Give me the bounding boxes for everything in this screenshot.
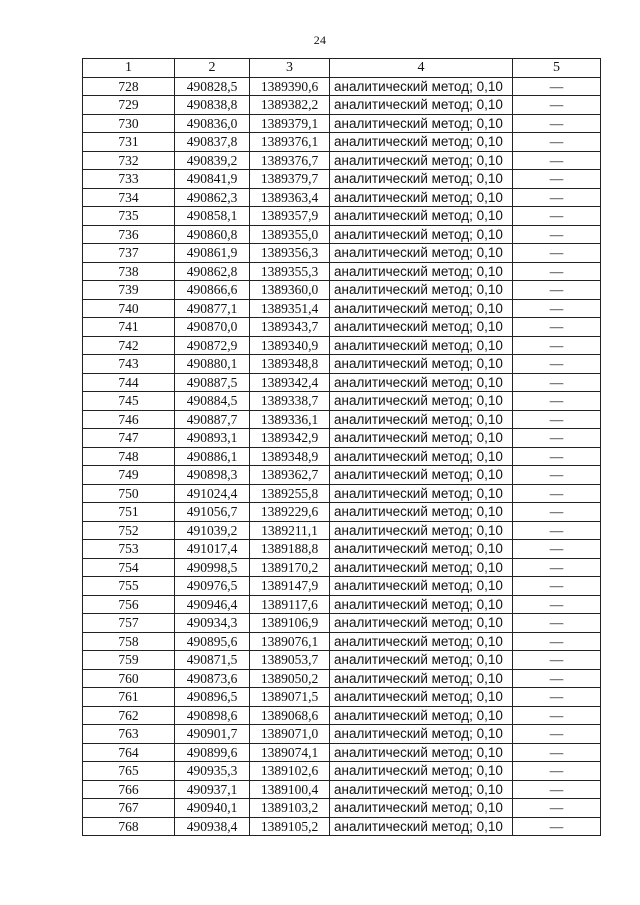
point-number-cell: 766: [83, 780, 175, 799]
method-cell: аналитический метод; 0,10: [330, 299, 513, 318]
method-cell: аналитический метод; 0,10: [330, 77, 513, 96]
method-cell: аналитический метод; 0,10: [330, 466, 513, 485]
y-coordinate-cell: 1389103,2: [250, 799, 330, 818]
y-coordinate-cell: 1389076,1: [250, 632, 330, 651]
note-cell: —: [513, 281, 601, 300]
table-header-row: [83, 59, 601, 78]
y-coordinate-cell: 1389376,7: [250, 151, 330, 170]
x-coordinate-cell: 490862,3: [175, 188, 250, 207]
method-cell: аналитический метод; 0,10: [330, 410, 513, 429]
method-cell: аналитический метод; 0,10: [330, 706, 513, 725]
x-coordinate-cell: 490937,1: [175, 780, 250, 799]
method-cell: аналитический метод; 0,10: [330, 540, 513, 559]
table-row: [83, 558, 601, 577]
y-coordinate-cell: 1389050,2: [250, 669, 330, 688]
y-coordinate-cell: 1389229,6: [250, 503, 330, 522]
table-row: [83, 780, 601, 799]
y-coordinate-cell: 1389068,6: [250, 706, 330, 725]
point-number-cell: 752: [83, 521, 175, 540]
table-body: [83, 59, 601, 836]
method-cell: аналитический метод; 0,10: [330, 688, 513, 707]
x-coordinate-cell: 490940,1: [175, 799, 250, 818]
x-coordinate-cell: 490893,1: [175, 429, 250, 448]
y-coordinate-cell: 1389343,7: [250, 318, 330, 337]
point-number-cell: 728: [83, 77, 175, 96]
y-coordinate-cell: 1389348,9: [250, 447, 330, 466]
x-coordinate-cell: 490935,3: [175, 762, 250, 781]
x-coordinate-cell: 490896,5: [175, 688, 250, 707]
note-cell: —: [513, 262, 601, 281]
note-cell: —: [513, 207, 601, 226]
method-cell: аналитический метод; 0,10: [330, 447, 513, 466]
method-cell: аналитический метод; 0,10: [330, 170, 513, 189]
x-coordinate-cell: 490934,3: [175, 614, 250, 633]
table-row: [83, 614, 601, 633]
table-row: [83, 429, 601, 448]
point-number-cell: 736: [83, 225, 175, 244]
x-coordinate-cell: 490838,8: [175, 96, 250, 115]
point-number-cell: 733: [83, 170, 175, 189]
note-cell: —: [513, 762, 601, 781]
header-cell: 3: [250, 59, 330, 78]
note-cell: —: [513, 429, 601, 448]
table-row: [83, 706, 601, 725]
method-cell: аналитический метод; 0,10: [330, 503, 513, 522]
note-cell: —: [513, 188, 601, 207]
x-coordinate-cell: 490880,1: [175, 355, 250, 374]
y-coordinate-cell: 1389355,0: [250, 225, 330, 244]
point-number-cell: 745: [83, 392, 175, 411]
table-row: [83, 595, 601, 614]
y-coordinate-cell: 1389102,6: [250, 762, 330, 781]
note-cell: —: [513, 355, 601, 374]
x-coordinate-cell: 490839,2: [175, 151, 250, 170]
method-cell: аналитический метод; 0,10: [330, 355, 513, 374]
x-coordinate-cell: 490836,0: [175, 114, 250, 133]
x-coordinate-cell: 490860,8: [175, 225, 250, 244]
table-row: [83, 281, 601, 300]
x-coordinate-cell: 490858,1: [175, 207, 250, 226]
method-cell: аналитический метод; 0,10: [330, 780, 513, 799]
point-number-cell: 734: [83, 188, 175, 207]
method-cell: аналитический метод; 0,10: [330, 392, 513, 411]
x-coordinate-cell: 490976,5: [175, 577, 250, 596]
x-coordinate-cell: 490938,4: [175, 817, 250, 836]
method-cell: аналитический метод; 0,10: [330, 743, 513, 762]
note-cell: —: [513, 410, 601, 429]
x-coordinate-cell: 490873,6: [175, 669, 250, 688]
method-cell: аналитический метод; 0,10: [330, 725, 513, 744]
method-cell: аналитический метод; 0,10: [330, 595, 513, 614]
point-number-cell: 764: [83, 743, 175, 762]
point-number-cell: 746: [83, 410, 175, 429]
y-coordinate-cell: 1389376,1: [250, 133, 330, 152]
point-number-cell: 744: [83, 373, 175, 392]
x-coordinate-cell: 491039,2: [175, 521, 250, 540]
y-coordinate-cell: 1389117,6: [250, 595, 330, 614]
method-cell: аналитический метод; 0,10: [330, 614, 513, 633]
note-cell: —: [513, 799, 601, 818]
x-coordinate-cell: 491024,4: [175, 484, 250, 503]
table-row: [83, 817, 601, 836]
table-row: [83, 725, 601, 744]
table-row: [83, 188, 601, 207]
table-row: [83, 96, 601, 115]
coordinates-table: [82, 58, 601, 836]
method-cell: аналитический метод; 0,10: [330, 244, 513, 263]
header-cell: 4: [330, 59, 513, 78]
point-number-cell: 760: [83, 669, 175, 688]
page-number: 24: [313, 33, 327, 47]
note-cell: —: [513, 817, 601, 836]
x-coordinate-cell: 490887,7: [175, 410, 250, 429]
x-coordinate-cell: 490895,6: [175, 632, 250, 651]
y-coordinate-cell: 1389357,9: [250, 207, 330, 226]
table-row: [83, 447, 601, 466]
point-number-cell: 749: [83, 466, 175, 485]
point-number-cell: 735: [83, 207, 175, 226]
note-cell: —: [513, 299, 601, 318]
table-row: [83, 521, 601, 540]
point-number-cell: 750: [83, 484, 175, 503]
note-cell: —: [513, 725, 601, 744]
table-row: [83, 410, 601, 429]
table-row: [83, 151, 601, 170]
method-cell: аналитический метод; 0,10: [330, 669, 513, 688]
x-coordinate-cell: 490886,1: [175, 447, 250, 466]
x-coordinate-cell: 490870,0: [175, 318, 250, 337]
point-number-cell: 759: [83, 651, 175, 670]
x-coordinate-cell: 490866,6: [175, 281, 250, 300]
table-row: [83, 244, 601, 263]
point-number-cell: 731: [83, 133, 175, 152]
note-cell: —: [513, 225, 601, 244]
x-coordinate-cell: 490998,5: [175, 558, 250, 577]
x-coordinate-cell: 490862,8: [175, 262, 250, 281]
note-cell: —: [513, 706, 601, 725]
table-row: [83, 651, 601, 670]
note-cell: —: [513, 392, 601, 411]
table-row: [83, 799, 601, 818]
y-coordinate-cell: 1389338,7: [250, 392, 330, 411]
point-number-cell: 739: [83, 281, 175, 300]
point-number-cell: 753: [83, 540, 175, 559]
method-cell: аналитический метод; 0,10: [330, 817, 513, 836]
y-coordinate-cell: 1389356,3: [250, 244, 330, 263]
y-coordinate-cell: 1389342,9: [250, 429, 330, 448]
point-number-cell: 751: [83, 503, 175, 522]
point-number-cell: 738: [83, 262, 175, 281]
note-cell: —: [513, 669, 601, 688]
table-row: [83, 170, 601, 189]
point-number-cell: 742: [83, 336, 175, 355]
note-cell: —: [513, 466, 601, 485]
x-coordinate-cell: 491056,7: [175, 503, 250, 522]
header-cell: 2: [175, 59, 250, 78]
y-coordinate-cell: 1389188,8: [250, 540, 330, 559]
note-cell: —: [513, 318, 601, 337]
point-number-cell: 761: [83, 688, 175, 707]
point-number-cell: 741: [83, 318, 175, 337]
method-cell: аналитический метод; 0,10: [330, 262, 513, 281]
y-coordinate-cell: 1389379,1: [250, 114, 330, 133]
table-row: [83, 318, 601, 337]
note-cell: —: [513, 780, 601, 799]
method-cell: аналитический метод; 0,10: [330, 651, 513, 670]
method-cell: аналитический метод; 0,10: [330, 632, 513, 651]
table-row: [83, 484, 601, 503]
y-coordinate-cell: 1389071,5: [250, 688, 330, 707]
x-coordinate-cell: 490861,9: [175, 244, 250, 263]
point-number-cell: 768: [83, 817, 175, 836]
x-coordinate-cell: 490901,7: [175, 725, 250, 744]
x-coordinate-cell: 490898,3: [175, 466, 250, 485]
method-cell: аналитический метод; 0,10: [330, 225, 513, 244]
method-cell: аналитический метод; 0,10: [330, 762, 513, 781]
y-coordinate-cell: 1389336,1: [250, 410, 330, 429]
y-coordinate-cell: 1389100,4: [250, 780, 330, 799]
point-number-cell: 740: [83, 299, 175, 318]
note-cell: —: [513, 651, 601, 670]
method-cell: аналитический метод; 0,10: [330, 336, 513, 355]
note-cell: —: [513, 114, 601, 133]
table-row: [83, 577, 601, 596]
y-coordinate-cell: 1389355,3: [250, 262, 330, 281]
point-number-cell: 765: [83, 762, 175, 781]
y-coordinate-cell: 1389351,4: [250, 299, 330, 318]
y-coordinate-cell: 1389105,2: [250, 817, 330, 836]
method-cell: аналитический метод; 0,10: [330, 373, 513, 392]
x-coordinate-cell: 490946,4: [175, 595, 250, 614]
table-row: [83, 503, 601, 522]
method-cell: аналитический метод; 0,10: [330, 188, 513, 207]
note-cell: —: [513, 447, 601, 466]
note-cell: —: [513, 373, 601, 392]
table-row: [83, 688, 601, 707]
method-cell: аналитический метод; 0,10: [330, 577, 513, 596]
note-cell: —: [513, 577, 601, 596]
x-coordinate-cell: 490828,5: [175, 77, 250, 96]
point-number-cell: 729: [83, 96, 175, 115]
note-cell: —: [513, 540, 601, 559]
table-row: [83, 207, 601, 226]
note-cell: —: [513, 521, 601, 540]
y-coordinate-cell: 1389362,7: [250, 466, 330, 485]
x-coordinate-cell: 490872,9: [175, 336, 250, 355]
y-coordinate-cell: 1389147,9: [250, 577, 330, 596]
y-coordinate-cell: 1389211,1: [250, 521, 330, 540]
method-cell: аналитический метод; 0,10: [330, 558, 513, 577]
table-row: [83, 133, 601, 152]
y-coordinate-cell: 1389379,7: [250, 170, 330, 189]
y-coordinate-cell: 1389071,0: [250, 725, 330, 744]
table-row: [83, 355, 601, 374]
point-number-cell: 762: [83, 706, 175, 725]
note-cell: —: [513, 96, 601, 115]
x-coordinate-cell: 490877,1: [175, 299, 250, 318]
method-cell: аналитический метод; 0,10: [330, 151, 513, 170]
point-number-cell: 754: [83, 558, 175, 577]
method-cell: аналитический метод; 0,10: [330, 114, 513, 133]
table-row: [83, 632, 601, 651]
y-coordinate-cell: 1389053,7: [250, 651, 330, 670]
table-row: [83, 762, 601, 781]
table-row: [83, 669, 601, 688]
note-cell: —: [513, 688, 601, 707]
header-cell: 1: [83, 59, 175, 78]
x-coordinate-cell: 490898,6: [175, 706, 250, 725]
note-cell: —: [513, 632, 601, 651]
note-cell: —: [513, 558, 601, 577]
note-cell: —: [513, 336, 601, 355]
note-cell: —: [513, 743, 601, 762]
x-coordinate-cell: 490871,5: [175, 651, 250, 670]
table-row: [83, 373, 601, 392]
method-cell: аналитический метод; 0,10: [330, 96, 513, 115]
method-cell: аналитический метод; 0,10: [330, 318, 513, 337]
y-coordinate-cell: 1389360,0: [250, 281, 330, 300]
table-row: [83, 466, 601, 485]
point-number-cell: 763: [83, 725, 175, 744]
table-row: [83, 392, 601, 411]
table-row: [83, 225, 601, 244]
table-row: [83, 336, 601, 355]
note-cell: —: [513, 614, 601, 633]
table-row: [83, 262, 601, 281]
method-cell: аналитический метод; 0,10: [330, 207, 513, 226]
point-number-cell: 737: [83, 244, 175, 263]
header-cell: 5: [513, 59, 601, 78]
method-cell: аналитический метод; 0,10: [330, 521, 513, 540]
y-coordinate-cell: 1389340,9: [250, 336, 330, 355]
point-number-cell: 767: [83, 799, 175, 818]
point-number-cell: 743: [83, 355, 175, 374]
x-coordinate-cell: 490841,9: [175, 170, 250, 189]
note-cell: —: [513, 595, 601, 614]
y-coordinate-cell: 1389170,2: [250, 558, 330, 577]
note-cell: —: [513, 170, 601, 189]
note-cell: —: [513, 503, 601, 522]
y-coordinate-cell: 1389255,8: [250, 484, 330, 503]
point-number-cell: 732: [83, 151, 175, 170]
x-coordinate-cell: 490887,5: [175, 373, 250, 392]
y-coordinate-cell: 1389074,1: [250, 743, 330, 762]
y-coordinate-cell: 1389363,4: [250, 188, 330, 207]
y-coordinate-cell: 1389342,4: [250, 373, 330, 392]
table-row: [83, 540, 601, 559]
method-cell: аналитический метод; 0,10: [330, 484, 513, 503]
note-cell: —: [513, 133, 601, 152]
point-number-cell: 755: [83, 577, 175, 596]
method-cell: аналитический метод; 0,10: [330, 799, 513, 818]
x-coordinate-cell: 490884,5: [175, 392, 250, 411]
note-cell: —: [513, 484, 601, 503]
y-coordinate-cell: 1389390,6: [250, 77, 330, 96]
point-number-cell: 747: [83, 429, 175, 448]
point-number-cell: 757: [83, 614, 175, 633]
table-row: [83, 77, 601, 96]
y-coordinate-cell: 1389382,2: [250, 96, 330, 115]
point-number-cell: 730: [83, 114, 175, 133]
method-cell: аналитический метод; 0,10: [330, 429, 513, 448]
note-cell: —: [513, 151, 601, 170]
x-coordinate-cell: 490899,6: [175, 743, 250, 762]
note-cell: —: [513, 244, 601, 263]
note-cell: —: [513, 77, 601, 96]
y-coordinate-cell: 1389348,8: [250, 355, 330, 374]
method-cell: аналитический метод; 0,10: [330, 133, 513, 152]
x-coordinate-cell: 490837,8: [175, 133, 250, 152]
point-number-cell: 758: [83, 632, 175, 651]
table-row: [83, 743, 601, 762]
point-number-cell: 756: [83, 595, 175, 614]
point-number-cell: 748: [83, 447, 175, 466]
table-row: [83, 299, 601, 318]
table-row: [83, 114, 601, 133]
y-coordinate-cell: 1389106,9: [250, 614, 330, 633]
method-cell: аналитический метод; 0,10: [330, 281, 513, 300]
x-coordinate-cell: 491017,4: [175, 540, 250, 559]
